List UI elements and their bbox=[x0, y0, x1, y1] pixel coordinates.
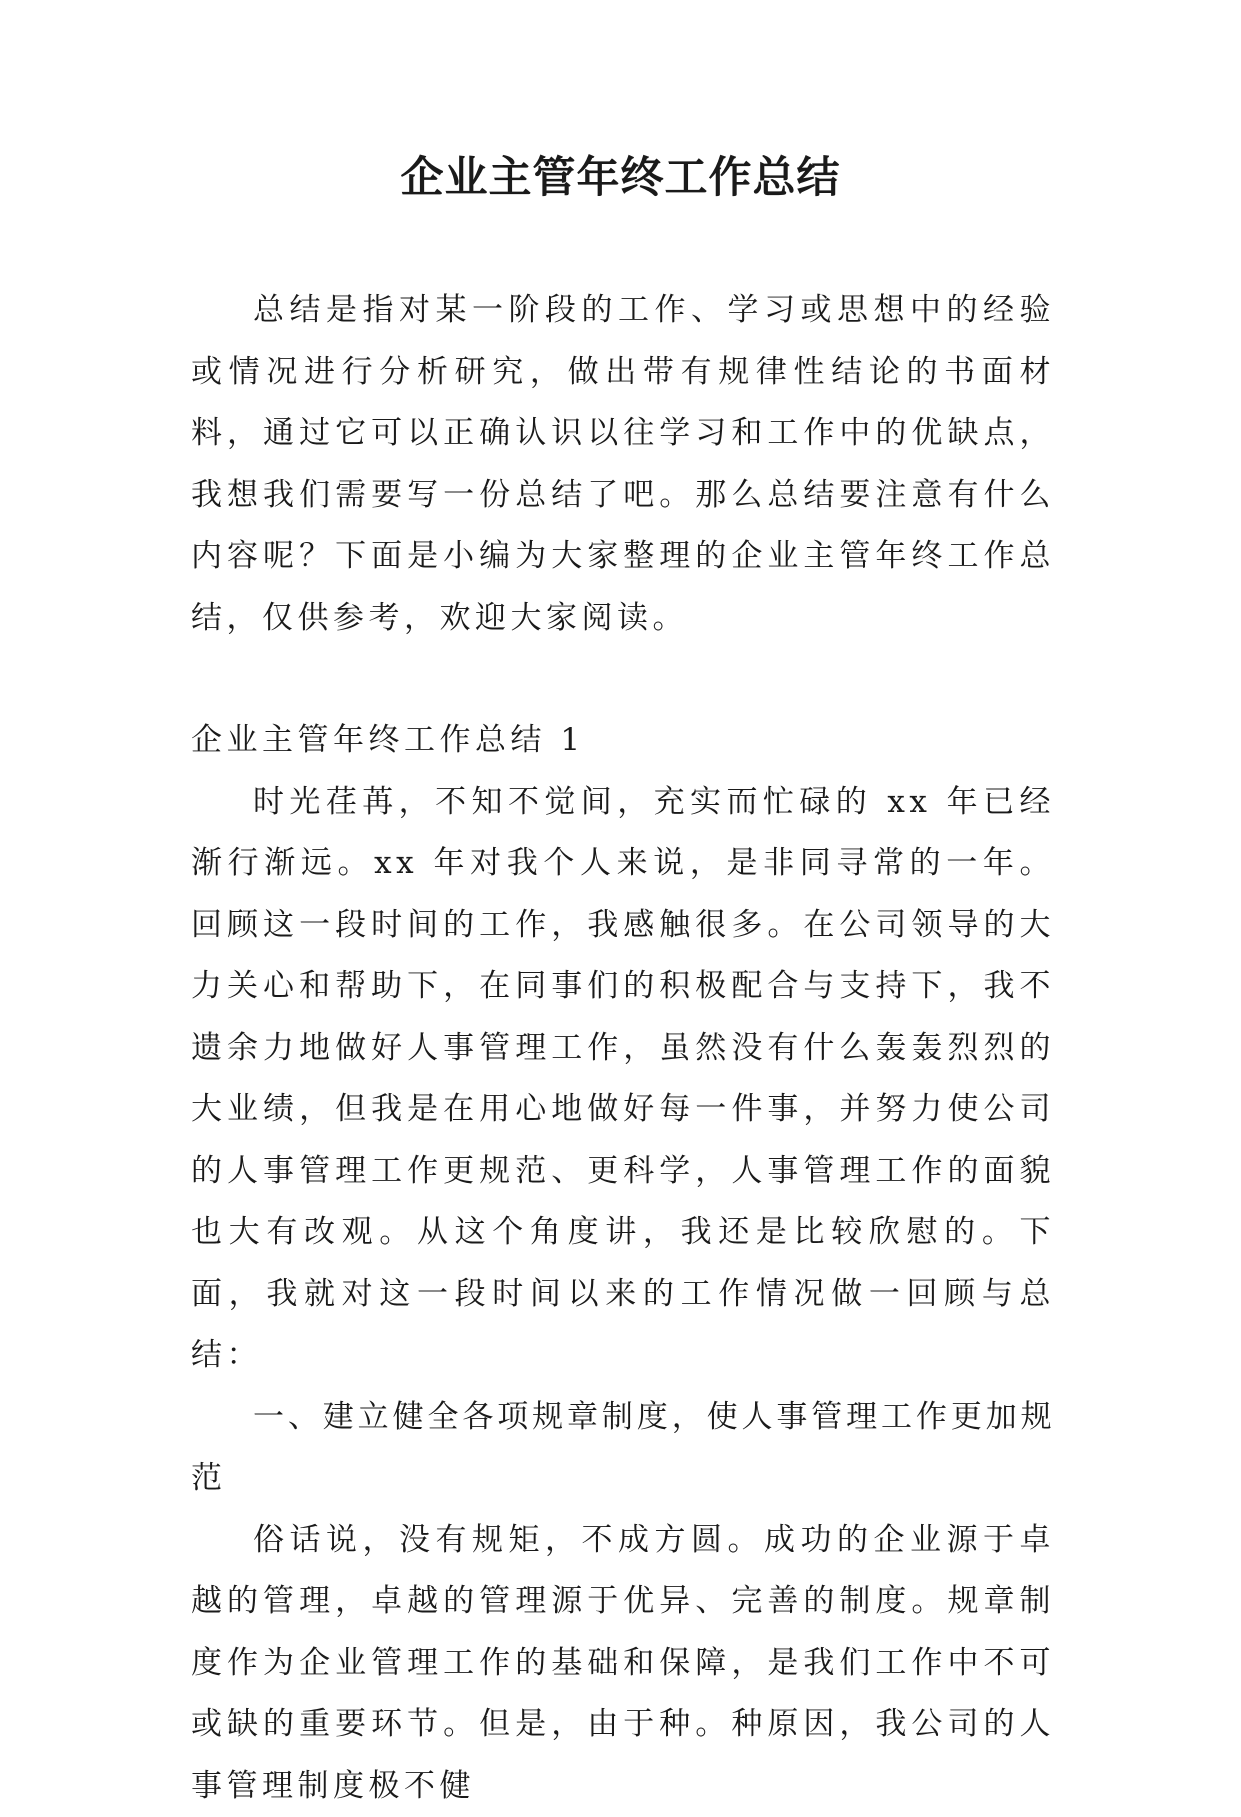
document-body bbox=[191, 280, 1055, 1817]
body-paragraph-2: 俗话说，没有规矩，不成方圆。成功的企业源于卓越的管理，卓越的管理源于优异、完善的制度。规章制度作为企业管理工作的基础和保障，是我们工作中不可或缺的重要环节。但是，由于种。种原因，我公司的人事管理制度极不健 bbox=[191, 1510, 1055, 1817]
point-1-heading: 一、建立健全各项规章制度，使人事管理工作更加规范 bbox=[191, 1387, 1055, 1510]
intro-paragraph: 总结是指对某一阶段的工作、学习或思想中的经验或情况进行分析研究，做出带有规律性结论的书面材料，通过它可以正确认识以往学习和工作中的优缺点，我想我们需要写一份总结了吧。那么总结要注意有什么内容呢？下面是小编为大家整理的企业主管年终工作总结，仅供参考，欢迎大家阅读。 bbox=[191, 280, 1055, 649]
document-title: 企业主管年终工作总结 bbox=[0, 148, 1241, 208]
body-paragraph-1: 时光荏苒，不知不觉间，充实而忙碌的 xx 年已经渐行渐远。xx 年对我个人来说，是非同寻常的一年。回顾这一段时间的工作，我感触很多。在公司领导的大力关心和帮助下，在同事们的积极配合与支持下，我不遗余力地做好人事管理工作，虽然没有什么轰轰烈烈的大业绩，但我是在用心地做好每一件事，并努力使公司的人事管理工作更规范、更科学，人事管理工作的面貌也大有改观。从这个角度讲，我还是比较欣慰的。下面，我就对这一段时间以来的工作情况做一回顾与总结： bbox=[191, 772, 1055, 1387]
section-heading: 企业主管年终工作总结 1 bbox=[191, 710, 1055, 772]
